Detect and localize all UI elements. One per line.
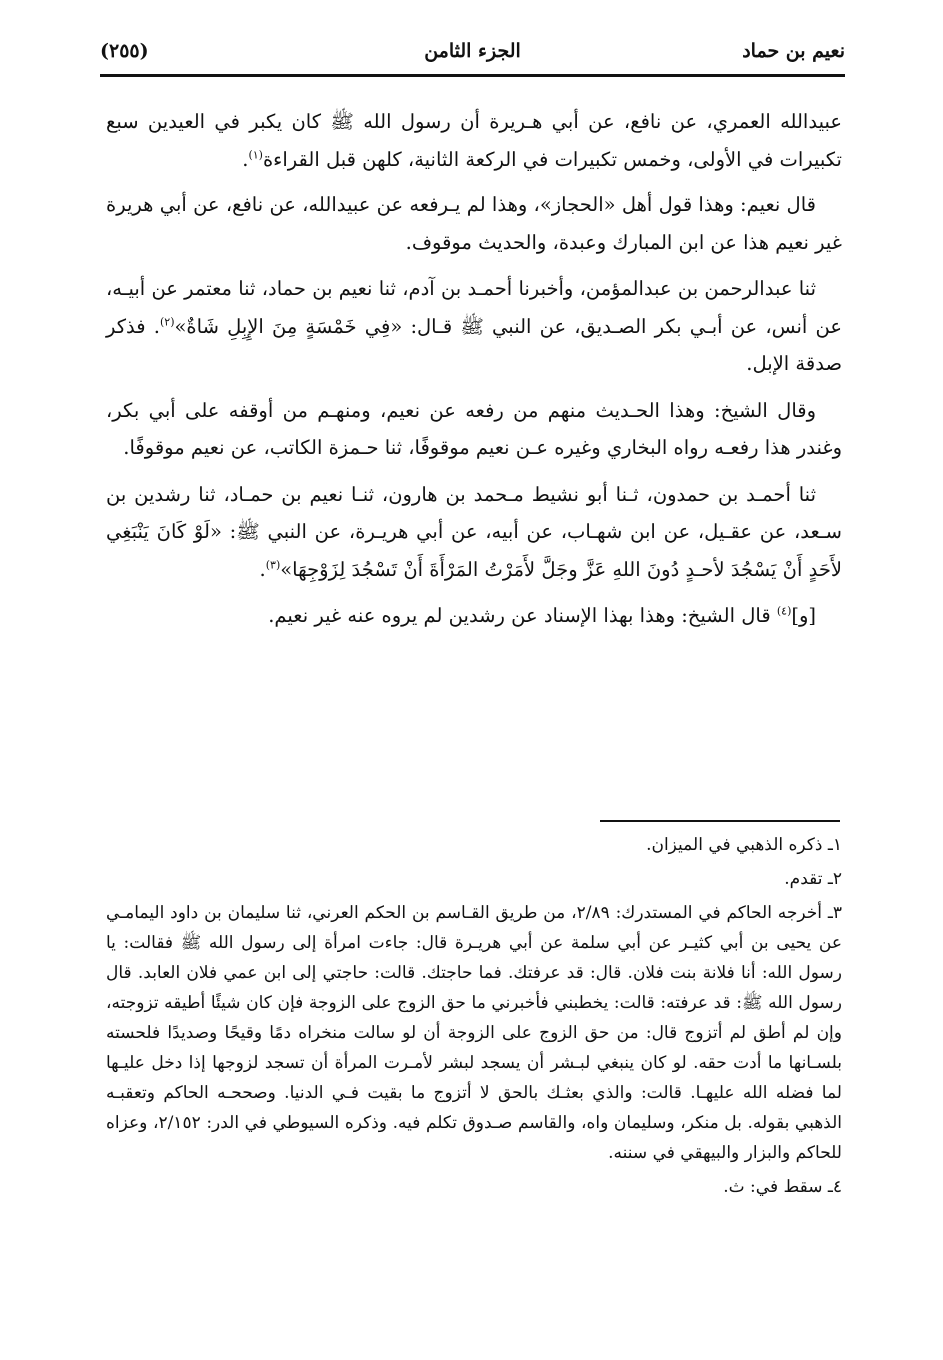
footnote-ref-2[interactable]: (٢) (159, 315, 175, 328)
footnote-ref-1[interactable]: (١) (248, 148, 263, 161)
footnote-1 (106, 830, 842, 860)
paragraph-6-bracket: [و] (791, 604, 816, 627)
footnote-1-text: ذكره الذهبي في الميزان. (646, 835, 823, 855)
footnote-2-number: ٢ـ (827, 869, 842, 889)
paragraph-3-end: . فذكر صدقة الإبل. (106, 314, 842, 375)
footnote-3-number: ٣ـ (827, 903, 843, 923)
paragraph-1-end: . (242, 147, 249, 171)
footnote-4 (106, 1172, 842, 1202)
footnote-ref-4[interactable]: (٤) (776, 604, 792, 618)
footnote-2-text: تقدم. (784, 869, 823, 889)
page-number: (٢٥٥) (100, 40, 149, 62)
footnote-1-number: ١ـ (827, 835, 842, 855)
paragraph-2 (106, 186, 842, 261)
paragraph-4 (106, 392, 842, 467)
paragraph-5-end: . (259, 557, 266, 581)
footnotes (106, 830, 842, 1206)
paragraph-1 (106, 103, 842, 178)
paragraph-4-text: وقال الشيخ: وهذا الحـديث منهم من رفعه عن نعيم، ومنهـم من أوقفه على أبي بكر، وغندر هذا رفعـه رواه البخاري وغيره عـن نعيم موقوفًا، ثنا حـمزة الكاتب، عن نعيم موقوفًا. (106, 398, 842, 459)
footnote-4-number: ٤ـ (827, 1177, 842, 1197)
paragraph-5-text: ثنا أحمـد بن حمدون، ثـنا أبو نشيط مـحمد بن هارون، ثنـا نعيم بن حمـاد، ثنا رشدين بن سـعد، عن عقـيل، عن ابن شهـاب، عن أبيه، عن أبي هريـرة، عن النبي ﷺ: «لَوْ كَانَ يَنْبَغِي لأَحَدٍ أَنْ يَسْجُدَ لأحـدٍ دُونَ اللهِ عَزَّ وجَلَّ لأَمَرْتُ المَرْأَةَ أَنْ تَسْجُدَ لِزَوْجِهَا» (106, 482, 842, 581)
footnote-3 (106, 898, 842, 1168)
footnote-4-text: سقط في: ث. (723, 1177, 823, 1197)
paragraph-6-text: قال الشيخ: وهذا بهذا الإسناد عن رشدين لم يروه عنه غير نعيم. (268, 604, 777, 627)
footnote-separator (600, 820, 840, 822)
footnote-3-text: أخرجه الحاكم في المستدرك: ٢/٨٩، من طريق القـاسم بن الحكم العرني، ثنا سليمان بن داود اليمامـي عن يحيى بن أبي كثيـر عن أبي سلمة عن أبي هريـرة قال: جاءت امرأة إلى رسول الله ﷺ فقالت: يا رسول الله: أنا فلانة بنت فلان. قال: قد عرفتك. فما حاجتك. قالت: حاجتي إلى ابن عمي فلان العابد. قال رسول الله ﷺ: قد عرفته: قالت: يخطبني فأخبرني ما حق الزوج على الزوجة فإن كان شيئًا أطيقه تزوجته، وإن لم أطق لم أتزوج قال: من حق الزوج على الزوجة أن لو سالت منخراه دمًا وقيحًا وصديدًا فلحسته بلسـانها ما أدت حقه. لو كان ينبغي لبـشر أن يسجد لبشر لأمـرت المرأة أن تسجد لزوجها إذا دخل عليـها لما فضله الله عليهـا. قالت: والذي بعثـك بالحق لا أتزوج ما بقيت فـي الدنيا. وصححـه الحاكم وتعقبـه الذهبي بقوله. بل منكر، وسليمان واه، والقاسم صـدوق تكلم فيه. وذكره السيوطي في الدر: ٢/١٥٢، وعزاه للحاكم والبزار والبيهقي في سننه. (106, 903, 842, 1163)
running-header (100, 34, 845, 77)
footnote-ref-3[interactable]: (٣) (265, 558, 281, 571)
paragraph-3 (106, 270, 842, 383)
paragraph-1-text: عبيدالله العمري، عن نافع، عن أبي هـريرة أن رسول الله ﷺ كان يكبر في العيدين سبع تكبيرات في الأولى، وخمس تكبيرات في الركعة الثانية، كلهن قبل القراءة (106, 110, 842, 171)
main-text (106, 103, 842, 644)
paragraph-5 (106, 476, 842, 589)
paragraph-2-text: قال نعيم: وهذا قول أهل «الحجاز»، وهذا لم يـرفعه عن عبيدالله، عن نافع، عن أبي هريرة غير نعيم هذا عن ابن المبارك وعبدة، والحديث موقوف. (106, 193, 842, 254)
paragraph-3-text: ثنا عبدالرحمن بن عبدالمؤمن، وأخبرنا أحمـد بن آدم، ثنا نعيم بن حماد، ثنا معتمر عن أبيـه، عن أنس، عن أبـي بكر الصـديق، عن النبي ﷺ قـال: «فِي خَمْسَةٍ مِنَ الإِبِلِ شَاةٌ» (106, 277, 842, 338)
header-volume: الجزء الثامن (424, 40, 521, 62)
footnote-2 (106, 864, 842, 894)
header-author: نعيم بن حماد (742, 40, 845, 62)
paragraph-6 (106, 597, 842, 635)
